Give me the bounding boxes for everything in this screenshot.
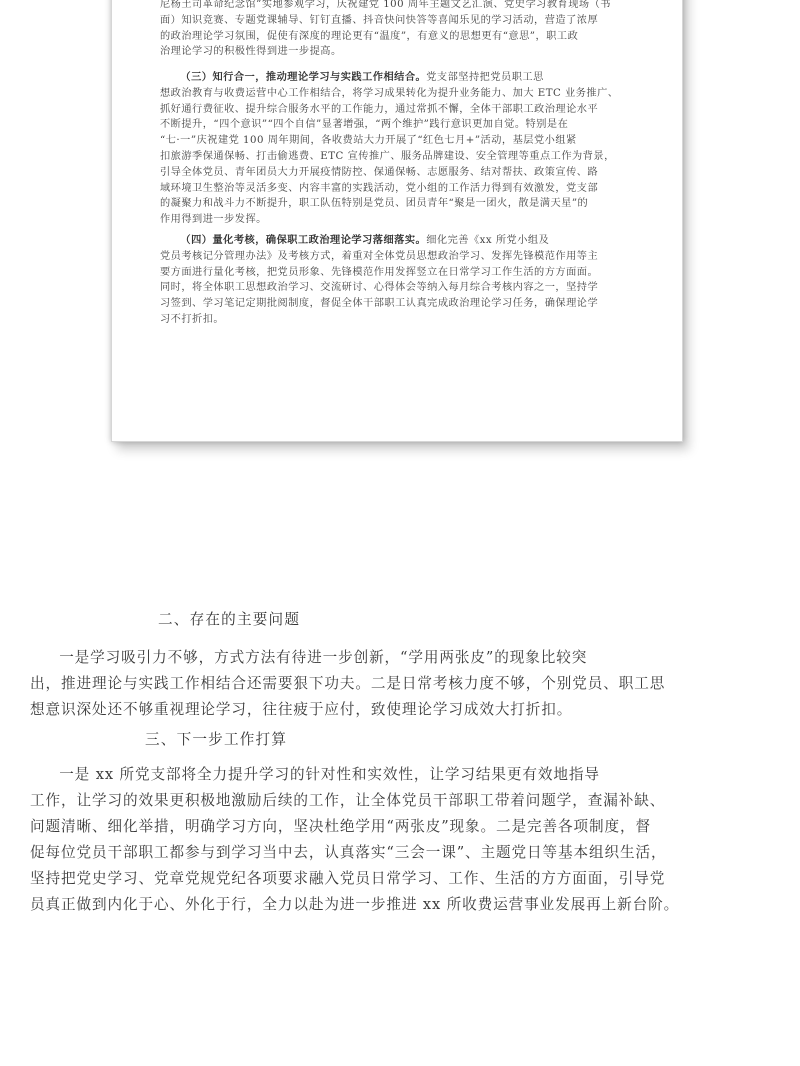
document-page-preview — [111, 0, 683, 442]
section-first-line — [160, 70, 636, 86]
text-line: 坚持把党史学习、党章党规党纪各项要求融入党员日常学习、工作、生活的方方面面，引导党 — [30, 870, 666, 887]
text-line: 员真正做到内化于心、外化于行，全力以赴为进一步推进 xx 所收费运营事业发展再上新台阶。 — [30, 896, 680, 913]
text-line: 问题清晰、细化举措，明确学习方向，坚决杜绝学用“两张皮”现象。二是完善各项制度，督 — [30, 818, 651, 835]
preview-section-4 — [160, 233, 636, 328]
text-line: 想意识深处还不够重视理论学习，往往疲于应付，致使理论学习成效大打折扣。 — [30, 701, 573, 718]
text-line: 面）知识竞赛、专题党课辅导、钉钉直播、抖音快问快答等喜闻乐见的学习活动，营造了浓厚 — [160, 14, 599, 26]
text-line: 出，推进理论与实践工作相结合还需要狠下功夫。二是日常考核力度不够，个别党员、职工思 — [30, 675, 666, 692]
text-fragment: 党支部坚持把党员职工思 — [426, 72, 544, 83]
section-first-line — [160, 233, 636, 249]
preview-intro-paragraph — [160, 0, 636, 60]
section-heading: （四）量化考核，确保职工政治理论学习落细落实。 — [180, 234, 427, 246]
text-line: 一是学习吸引力不够，方式方法有待进一步创新，“学用两张皮”的现象比较突 — [59, 649, 588, 666]
text-line: 的政治理论学习氛围，促使有深度的理论更有“温度”，有意义的思想更有“意思”，职工政 — [160, 30, 579, 42]
text-line: 一是 xx 所党支部将全力提升学习的针对性和实效性，让学习结果更有效地指导 — [59, 766, 600, 783]
text-line: 想政治教育与收费运营中心工作相结合，将学习成果转化为提升业务能力、加大 ETC 业务推广、 — [160, 87, 619, 99]
text-line: 治理论学习的积极性得到进一步提高。 — [160, 46, 342, 58]
text-line: 促每位党员干部职工都参与到学习当中去，认真落实“三会一课”、主题党日等基本组织生活， — [30, 844, 667, 861]
text-line: 要方面进行量化考核，把党员形象、先锋模范作用发挥竖立在日常学习工作生活的方方面面。 — [160, 266, 599, 278]
text-line: 习不打折扣。 — [160, 313, 225, 325]
text-line: 尼杨土司革命纪念馆”实地参观学习，庆祝建党 100 周年主题文艺汇演、党史学习教育现场（书 — [160, 0, 611, 10]
text-line: “七·一”庆祝建党 100 周年期间，各收费站大力开展了“红色七月+”活动，基层党小组紧 — [160, 135, 577, 147]
text-line: 作用得到进一步发挥。 — [160, 214, 267, 226]
section-2-body — [30, 645, 774, 723]
section-3-body — [30, 762, 774, 918]
section-heading: （三）知行合一，推动理论学习与实践工作相结合。 — [180, 71, 427, 83]
text-line: 域环境卫生整治等灵活多变、内容丰富的实践活动，党小组的工作活力得到有效激发，党支部 — [160, 182, 599, 194]
text-line: 工作，让学习的效果更积极地激励后续的工作，让全体党员干部职工带着问题学，查漏补缺、 — [30, 792, 666, 809]
text-line: 的凝聚力和战斗力不断提升，职工队伍特别是党员、团员青年“聚是一团火，散是满天星”的 — [160, 198, 589, 210]
section-2-heading: 二、存在的主要问题 — [158, 611, 301, 628]
text-line: 不断提升，“四个意识”“四个自信”显著增强，“两个维护”践行意识更加自觉。特别是在 — [160, 119, 569, 131]
text-line: 习签到、学习笔记定期批阅制度，督促全体干部职工认真完成政治理论学习任务，确保理论学 — [160, 298, 599, 310]
text-fragment: 细化完善《xx 所党小组及 — [426, 235, 550, 246]
text-line: 引导全体党员、青年团员大力开展疫情防控、保通保畅、志愿服务、结对帮扶、政策宣传、路 — [160, 166, 599, 178]
text-line: 扣旅游季保通保畅、打击偷逃费、ETC 宣传推广、服务品牌建设、安全管理等重点工作为背景， — [160, 150, 615, 162]
text-line: 同时，将全体职工思想政治学习、交流研讨、心得体会等纳入每月综合考核内容之一，坚持学 — [160, 282, 599, 294]
text-line: 党员考核记分管理办法》及考核方式，着重对全体党员思想政治学习、发挥先锋模范作用等主 — [160, 250, 599, 262]
preview-section-3 — [160, 70, 636, 228]
section-3-heading: 三、下一步工作打算 — [145, 731, 288, 748]
text-line: 抓好通行费征收、提升综合服务水平的工作能力，通过常抓不懈，全体干部职工政治理论水平 — [160, 103, 599, 115]
